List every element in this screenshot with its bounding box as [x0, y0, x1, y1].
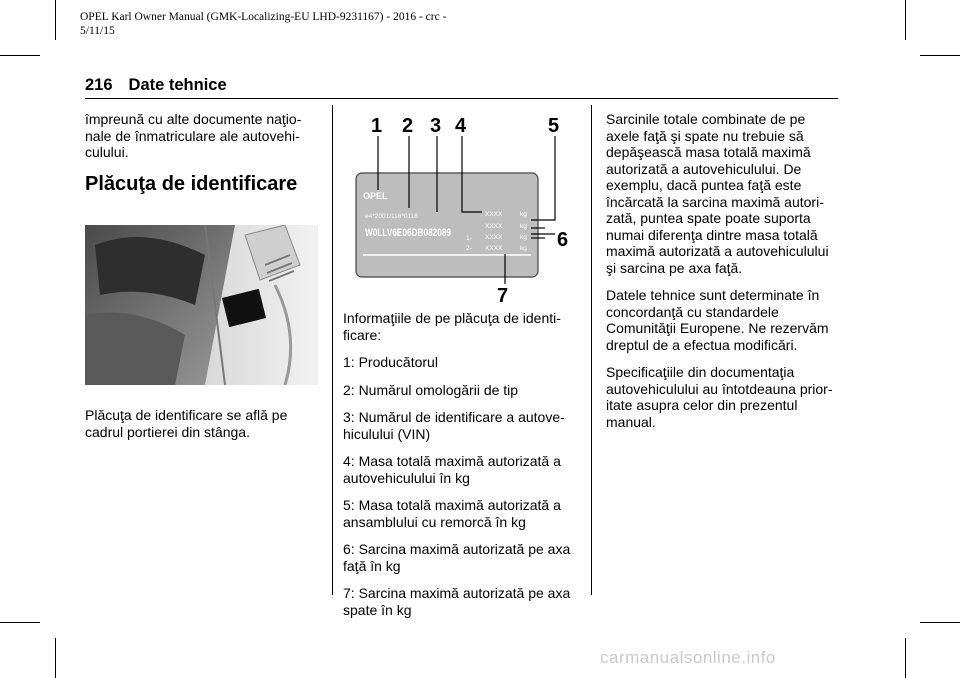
callout-7: 7 [497, 285, 509, 306]
door-frame-photo [85, 225, 318, 385]
crop-mark [905, 0, 906, 40]
crop-mark [0, 622, 40, 623]
section-heading: Plăcuţa de identificare [85, 173, 298, 195]
page-heading [85, 76, 227, 95]
list-intro: Informaţiile de pe plăcuţa de identi-ficare: [343, 310, 561, 343]
watermark: carmanualsonline.info [600, 648, 776, 667]
column-divider-1 [332, 105, 333, 595]
plate-axle-front: 1- [466, 235, 472, 242]
plate-mass-value: XXXX [485, 211, 503, 218]
plate-mass-unit: kg [520, 223, 527, 230]
list-item: 2: Numărul omologării de tip [343, 381, 519, 398]
plate-mass-unit: kg [520, 245, 527, 252]
column-1-intro [85, 111, 325, 172]
list-item: 4: Masa totală maximă autorizată a autovehiculului în kg [343, 453, 561, 486]
crop-mark [920, 55, 960, 56]
plate-mass-value: XXXX [485, 234, 503, 241]
column-3-text [606, 111, 840, 441]
plate-type-approval: e4*2001/116*0118 [365, 213, 418, 220]
crop-mark [55, 638, 56, 678]
plate-vin: W0LLV6E06DB082089 [365, 226, 452, 240]
header-rule [85, 98, 838, 99]
list-item: 6: Sarcina maximă autorizată pe axa faţă în kg [343, 541, 571, 574]
plate-brand: OPEL [363, 191, 388, 201]
header-line-2: 5/11/15 [80, 25, 115, 37]
list-item: 3: Numărul de identificare a autove-hiculului (VIN) [343, 409, 565, 442]
intro-paragraph: împreună cu alte documente naţio-nale de înmatriculare ale autovehi-culului. [85, 111, 302, 160]
crop-mark [55, 0, 56, 40]
list-item: 5: Masa totală maximă autorizată a ansamblului cu remorcă în kg [343, 497, 561, 530]
document-header [80, 10, 446, 38]
callout-4: 4 [455, 115, 467, 137]
plate-mass-value: XXXX [485, 245, 503, 252]
crop-mark [905, 638, 906, 678]
plate-mass-value: XXXX [485, 223, 503, 230]
list-item: 7: Sarcina maximă autorizată pe axa spate în kg [343, 585, 571, 618]
crop-mark [0, 55, 40, 56]
callout-3: 3 [430, 115, 442, 137]
plate-mass-unit: kg [520, 211, 527, 218]
callout-5: 5 [548, 115, 560, 137]
page-number: 216 [85, 76, 113, 94]
list-item: 1: Producătorul [343, 354, 438, 370]
caption-text: Plăcuţa de identificare se află pe cadrul portierei din stânga. [85, 407, 288, 440]
paragraph-specifications: Specificaţiile din documentaţia autovehiculului au întotdeauna prior-itate asupra celor din prezentul manual. [606, 364, 833, 430]
plate-axle-rear: 2- [466, 245, 472, 252]
callout-6: 6 [557, 229, 569, 251]
id-plate-diagram [345, 108, 585, 306]
column-2-text [343, 310, 583, 629]
callout-1: 1 [371, 115, 383, 137]
callout-2: 2 [402, 115, 414, 137]
crop-mark [920, 622, 960, 623]
paragraph-standards: Datele tehnice sunt determinate în concordanţă cu standardele Comunităţii Europene. Ne rezervăm dreptul de a efectua modificări. [606, 287, 829, 353]
paragraph-axle-loads: Sarcinile totale combinate de pe axele faţă şi spate nu trebuie să depăşească masa totală maximă autorizată a autovehiculului. De exemplu, dacă puntea faţă este încărcată la sarcina maximă autori-zată, puntea spate poate suporta numai diferenţa dintre masa totală maximă autorizată a autovehiculului şi sarcina pe axa faţă. [606, 111, 829, 276]
page-title: Date tehnice [128, 76, 227, 94]
photo-caption [85, 407, 325, 451]
plate-mass-unit: kg [520, 234, 527, 241]
header-line-1: OPEL Karl Owner Manual (GMK-Localizing-EU LHD-9231167) - 2016 - crc - [80, 11, 447, 23]
column-divider-2 [591, 105, 592, 595]
